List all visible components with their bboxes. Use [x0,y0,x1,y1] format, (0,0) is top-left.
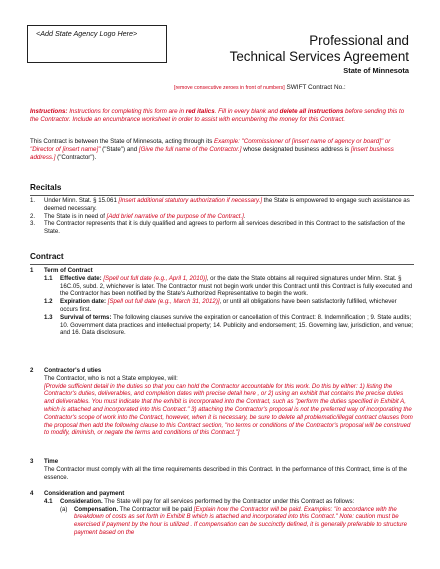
clause-text [60,275,414,298]
section-title: Consideration and payment [44,490,125,497]
logo-placeholder-text: <Add State Agency Logo Here> [36,29,138,38]
intro-text-4: ("Contractor"). [55,153,97,161]
document-title-line1: Professional and [309,33,409,48]
clause-body: The State will pay for all services performed by the Contractor under this Contract as follows: [102,497,355,505]
instructions-text-2: . Fill in every blank and [214,108,280,115]
recital-text-1: The Contractor represents that it is duly qualified and agrees to perform all services described in this Contract to the satisfaction of the State. [44,220,406,236]
recital-text-2: the State is empowered to engage such assistance as deemed necessary. [44,197,410,212]
section-time [30,458,414,481]
instructions-text-3: before sending this to the Contractor. Include an encumbrance worksheet in order to assist with encumbering the money for this Contract. [30,108,405,123]
section-title: Contractor's d uties [44,367,102,374]
section-title: Term of Contract [44,267,93,274]
section-title-row [30,490,414,498]
instructions-lead: Instructions: [30,108,68,115]
duties-body [30,375,414,437]
clause-1-2 [30,298,414,314]
recital-number: 1. [30,197,36,204]
section-consideration [30,490,414,537]
instructions-delete-all: delete all instructions [279,108,344,115]
intro-red-2: [Give the full name of the Contractor.] [138,145,242,153]
clause-red: [Spell out full date (e.g., April 1, 2010)] [101,274,207,282]
title-block [230,33,409,76]
recital-text-2: . [243,212,246,220]
intro-red-1: Example: "Commissioner of [insert name of agency or board]" or "Director of [insert name]" [30,138,391,153]
state-name: State of Minnesota [343,66,409,76]
intro-red-3: [insert business address.] [30,145,394,161]
swift-contract-label: SWIFT Contract No.: [284,84,346,91]
subclause-body: The Contractor will be paid [118,505,194,513]
section-title: Time [44,458,59,465]
clause-body: , or the date the State obtains all required signatures under Minn. Stat. § 16C.05, subd. 2, whichever is later. The Contractor must not begin work under this Contract until this Contract is fully executed and the Contractor has been notified by the State's Authorized Representative to begin the work. [60,274,413,298]
section-title-row [30,458,414,466]
clause-number: 1.2 [44,298,53,306]
clause-label: Survival of terms: [60,313,112,321]
section-number: 4 [30,490,34,497]
recital-number: 2. [30,212,36,220]
subclause-text [74,506,414,537]
recital-text-1: Under Minn. Stat. § 15.061 [44,197,119,204]
section-number: 2 [30,367,34,374]
duties-instructions: [Provide sufficient detail in the duties so that you can hold the Contractor accountable for this work. Do this by either: 1) listing the Contractor's duties, deliverables, and completion dates with precise detail here , or 2) using an exhibit that contains the precise duties and deliverables. You must indicate that the exhibit is incorporated into the Contract, such as "perform the duties specified in Exhibit A, which is attached and incorporated into this Contract." 3) attaching the Contractor's proposal is not the preferred way of incorporating the Contractor's scope of work into the Contract, however, when it is necessary, be sure to delete all problematic/illegal contract clauses from the proposal then add the following clause to this Contract section, "no terms or conditions of the Contractor's proposal will be construed to modify, diminish, or negate the terms and conditions of this Contract."] [44,382,413,437]
time-text: The Contractor must comply with all the time requirements described in this Contract. In the performance of this Contract, time is of the essence. [44,465,408,481]
recitals-list [30,197,414,236]
recital-text [44,213,414,221]
subclause-red: [Explain how the Contractor will be paid. Examples: "in accordance with the breakdown of costs as set forth in Exhibit B which is attached and incorporated into this Contract." Note: caution must be exercised if payment by the hour is utilized . If compensation can be succinctly defined, it is generally preferable to structure payment based on the [74,505,407,536]
recital-item [30,213,414,221]
section-title-row [30,267,414,275]
intro-text-1: This Contract is between the State of Minnesota, acting through its [30,138,215,145]
clause-number: 1.1 [44,274,53,282]
recital-red: [Add brief narrative of the purpose of the Contract.] [106,212,244,220]
instructions-text-1: Instructions for completing this form are in [67,108,186,115]
contract-heading: Contract [30,252,414,265]
document-title-line2: Technical Services Agreement [229,49,409,65]
recitals-heading: Recitals [30,183,414,196]
duties-intro: The Contractor, who is not a State employee, will: [44,374,178,382]
section-number: 3 [30,458,34,465]
recital-red: [Insert additional statutory authorization if necessary.] [118,197,263,204]
instructions-paragraph [30,108,412,124]
recital-item [30,220,414,236]
section-title-row [30,367,414,375]
clause-text [60,298,414,314]
intro-paragraph [30,138,412,162]
clause-text [60,314,414,337]
section-number: 1 [30,267,34,274]
clause-1-3 [30,314,414,337]
recital-text-1: The State is in need of [44,212,107,220]
clause-number: 1.3 [44,313,53,321]
clause-1-1 [30,275,414,298]
recital-text [44,220,414,236]
remove-zeroes-note: [remove consecutive zeroes in front of numbers] [174,85,285,91]
instructions-red-italics: red italics [185,108,215,115]
recital-text [44,197,414,213]
clause-body: , or until all obligations have been satisfactorily fulfilled, whichever occurs first. [60,298,397,313]
clause-red: [Spell out full date (e.g., March 31, 2012)] [106,298,220,306]
logo-placeholder-box [27,25,167,63]
subclause-letter: (a) [60,505,68,513]
clause-4-1 [30,498,414,506]
recital-number: 3. [30,220,36,228]
intro-text-2: ("State") and [100,145,139,153]
clause-number: 4.1 [44,497,53,505]
subclause-label: Compensation. [74,505,119,513]
section-duties [30,367,414,437]
clause-text [60,498,414,506]
time-body [30,466,414,482]
clause-4-1-a [30,506,414,537]
clause-label: Consideration. [60,497,103,505]
clause-label: Expiration date: [60,298,107,306]
intro-text-3: whose designated business address is [241,145,351,153]
swift-contract-line [174,84,346,92]
recital-item [30,197,414,213]
clause-body: The following clauses survive the expiration or cancellation of this Contract: 8. Indemnification ; 9. State audits; 10. Government data practices and intellectual property; 14. Publicity and endorsement; 15. Governing law, jurisdiction, and venue; and 16. Data disclosure. [60,313,413,337]
section-term [30,267,414,337]
clause-label: Effective date: [60,274,102,282]
